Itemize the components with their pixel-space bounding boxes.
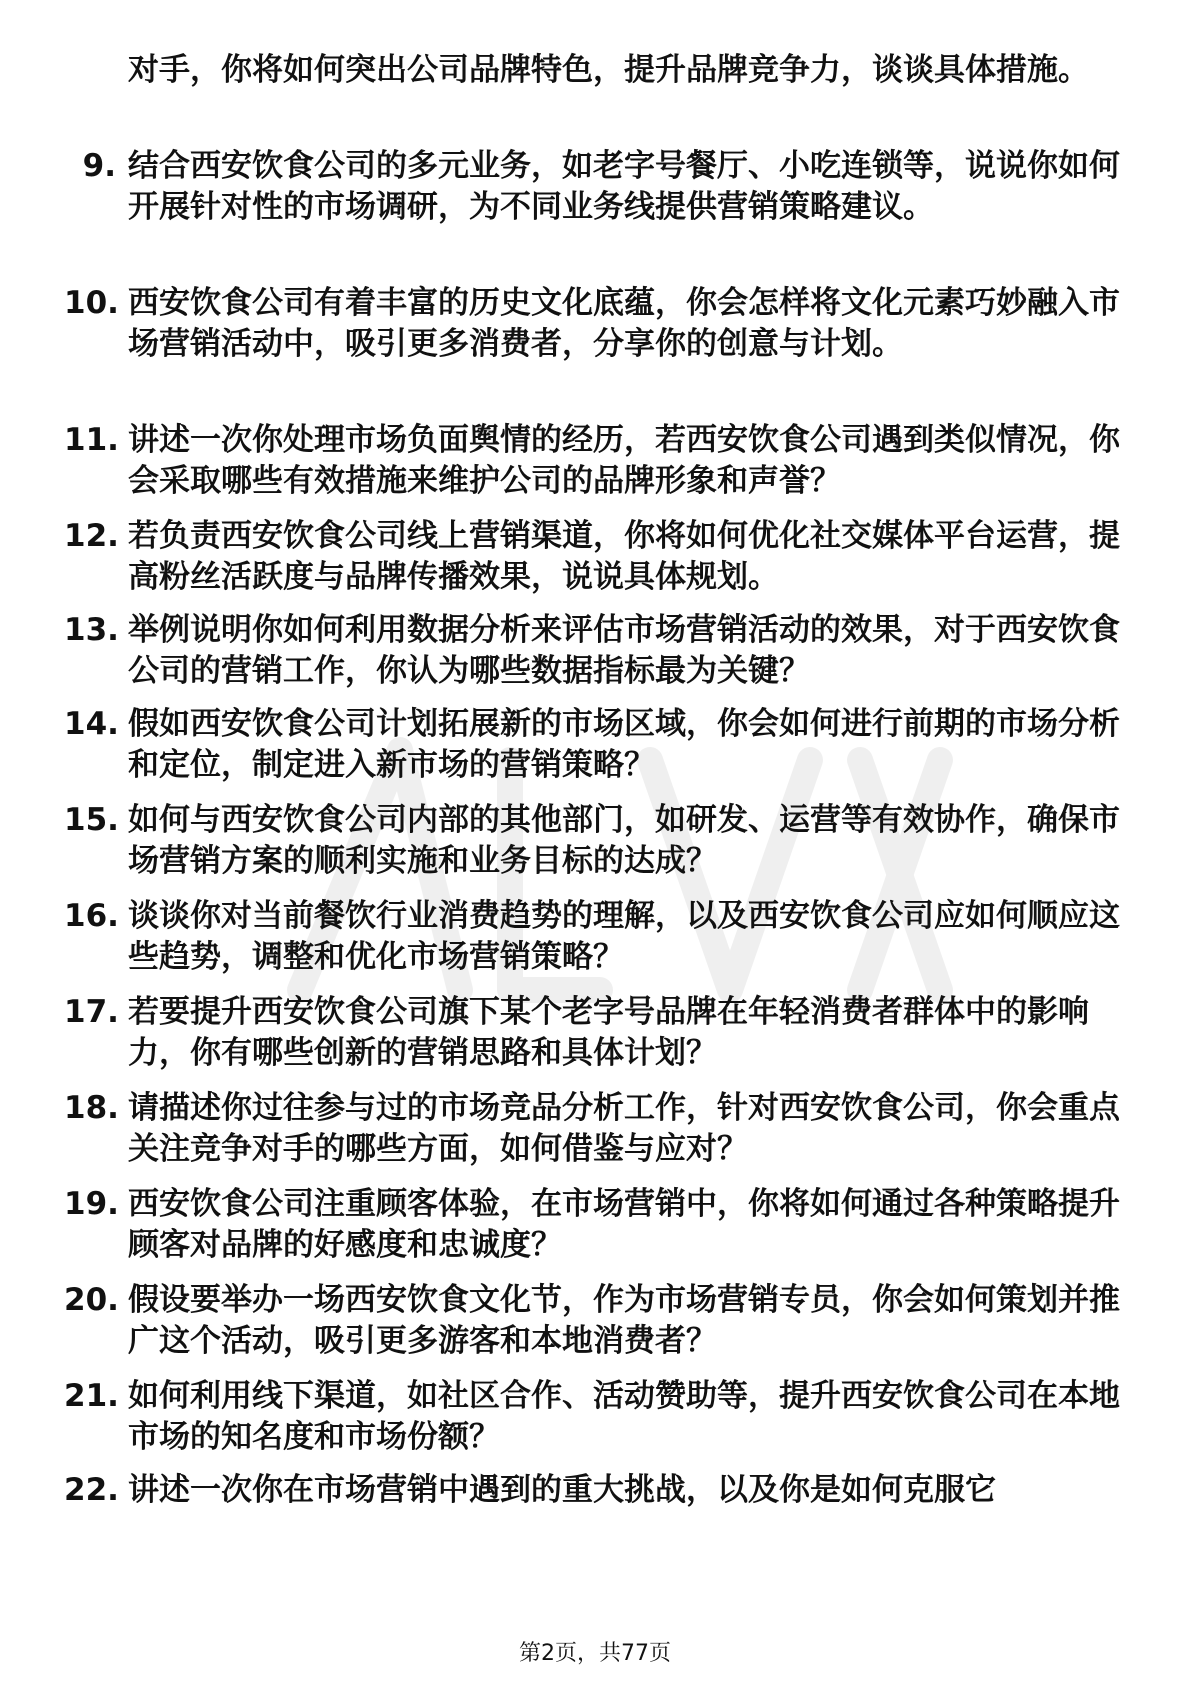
item-text: 讲述一次你处理市场负面舆情的经历，若西安饮食公司遇到类似情况，你会采取哪些有效措施来维护公司的品牌形象和声誉？ [128,422,1120,499]
item-text: 假如西安饮食公司计划拓展新的市场区域，你会如何进行前期的市场分析和定位，制定进入新市场的营销策略？ [128,706,1120,783]
question-item-21 [64,1376,1126,1458]
item-number: 11. [64,422,119,458]
question-item-9 [64,146,1126,228]
item-number: 19. [64,1186,119,1222]
item-text: 讲述一次你在市场营销中遇到的重大挑战，以及你是如何克服它 [128,1472,996,1508]
question-item-18 [64,1088,1126,1170]
item-number: 13. [64,612,119,648]
item-text: 假设要举办一场西安饮食文化节，作为市场营销专员，你会如何策划并推广这个活动，吸引更多游客和本地消费者？ [128,1282,1120,1359]
continuation-paragraph: 对手，你将如何突出公司品牌特色，提升品牌竞争力，谈谈具体措施。 [128,52,1089,88]
item-text: 举例说明你如何利用数据分析来评估市场营销活动的效果，对于西安饮食公司的营销工作，你认为哪些数据指标最为关键？ [128,612,1120,689]
item-number: 22. [64,1472,119,1508]
question-item-22 [64,1470,1126,1511]
question-item-12 [64,516,1126,598]
item-text: 若负责西安饮食公司线上营销渠道，你将如何优化社交媒体平台运营，提高粉丝活跃度与品牌传播效果，说说具体规划。 [128,518,1120,595]
question-item-20 [64,1280,1126,1362]
item-text: 如何利用线下渠道，如社区合作、活动赞助等，提升西安饮食公司在本地市场的知名度和市场份额？ [128,1378,1120,1455]
item-number: 10. [64,285,119,321]
question-item-10 [64,283,1126,365]
question-item-16 [64,896,1126,978]
item-text: 如何与西安饮食公司内部的其他部门，如研发、运营等有效协作，确保市场营销方案的顺利实施和业务目标的达成？ [128,802,1120,879]
page-number-footer: 第2页，共77页 [519,1641,671,1666]
question-item-11 [64,420,1126,502]
item-number: 21. [64,1378,119,1414]
item-number: 14. [64,706,119,742]
item-number: 20. [64,1282,119,1318]
item-text: 西安饮食公司有着丰富的历史文化底蕴，你会怎样将文化元素巧妙融入市场营销活动中，吸引更多消费者，分享你的创意与计划。 [128,285,1120,362]
item-number: 12. [64,518,119,554]
item-text: 结合西安饮食公司的多元业务，如老字号餐厅、小吃连锁等，说说你如何开展针对性的市场调研，为不同业务线提供营销策略建议。 [128,148,1120,225]
item-number: 15. [64,802,119,838]
item-text: 若要提升西安饮食公司旗下某个老字号品牌在年轻消费者群体中的影响力，你有哪些创新的营销思路和具体计划？ [128,994,1089,1071]
item-text: 西安饮食公司注重顾客体验，在市场营销中，你将如何通过各种策略提升顾客对品牌的好感度和忠诚度？ [128,1186,1120,1263]
question-item-19 [64,1184,1126,1266]
item-text: 谈谈你对当前餐饮行业消费趋势的理解，以及西安饮食公司应如何顺应这些趋势，调整和优化市场营销策略？ [128,898,1120,975]
item-number: 16. [64,898,119,934]
item-number: 18. [64,1090,119,1126]
item-text: 请描述你过往参与过的市场竞品分析工作，针对西安饮食公司，你会重点关注竞争对手的哪些方面，如何借鉴与应对？ [128,1090,1120,1167]
item-number: 17. [64,994,119,1030]
question-item-14 [64,704,1126,786]
question-item-13 [64,610,1126,692]
question-item-15 [64,800,1126,882]
question-item-17 [64,992,1126,1074]
item-number: 9. [82,148,116,184]
